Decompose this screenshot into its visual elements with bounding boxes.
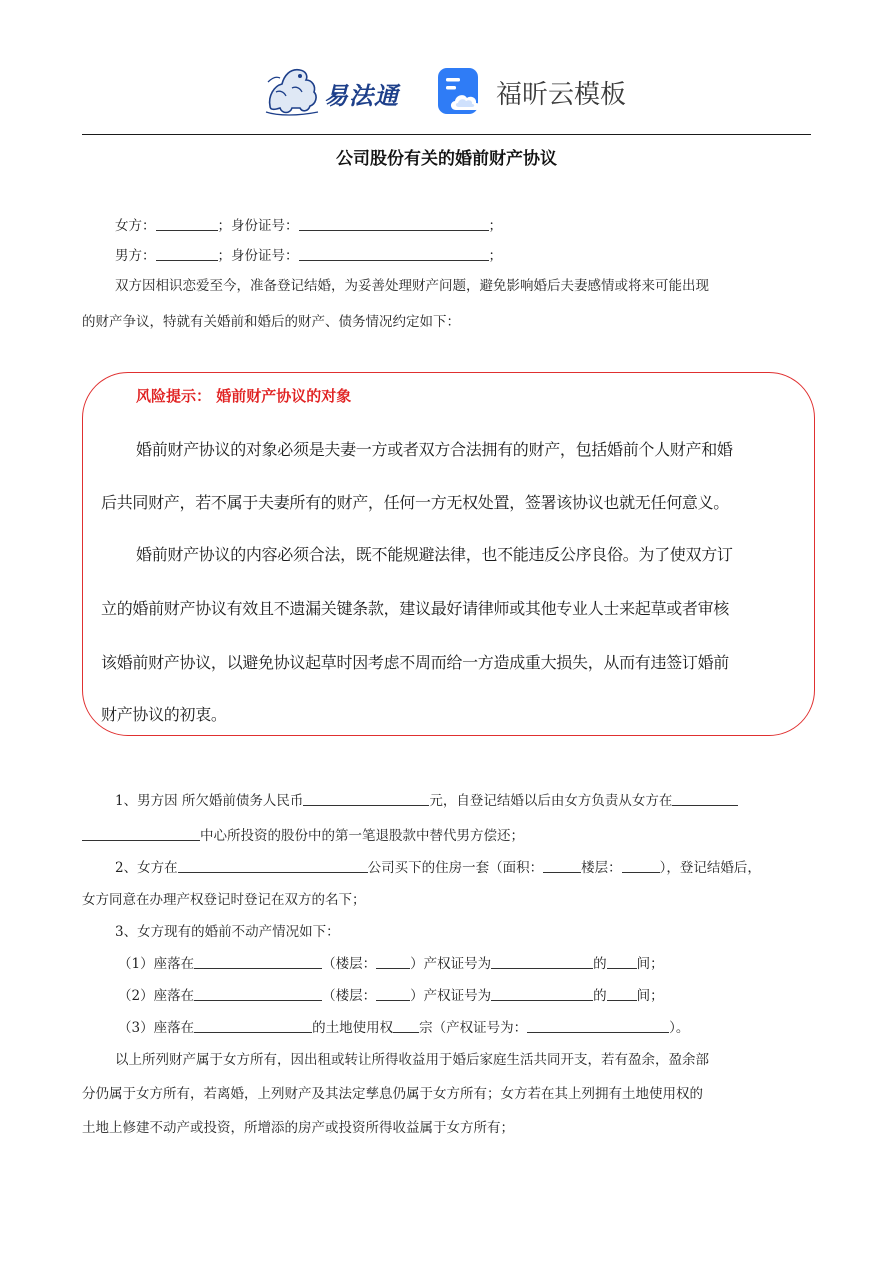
property-1-text-b: （楼层： [322, 956, 377, 972]
property-2-text-e: 间； [636, 988, 664, 1004]
female-party-line [82, 214, 502, 234]
area-blank[interactable] [543, 858, 581, 873]
property-1-text-d: 的 [593, 956, 607, 972]
property-2-floor-blank[interactable] [376, 986, 410, 1001]
risk-line: 该婚前财产协议，以避免协议起草时因考虑不周而给一方造成重大损失，从而有违签订婚前 [101, 653, 730, 672]
debt-amount-blank[interactable] [303, 791, 429, 806]
land-location-blank[interactable] [194, 1018, 312, 1033]
property-1-text-c: ）产权证号为 [410, 956, 492, 972]
male-id-label: ；身份证号： [217, 248, 299, 264]
property-2-line [82, 984, 664, 1004]
male-party-line [82, 244, 502, 264]
property-1-rooms-blank[interactable] [607, 954, 637, 969]
property-3-text-b: 的土地使用权 [312, 1020, 394, 1036]
property-3-text-c: 宗（产权证号为： [419, 1020, 528, 1036]
property-2-text-c: ）产权证号为 [410, 988, 492, 1004]
clause-1-text-b: 元，自登记结婚以后由女方负责从女方在 [429, 793, 673, 809]
investment-place-blank-a[interactable] [672, 791, 738, 806]
male-line-end: ； [488, 248, 502, 264]
clause-1-text-a: 1、男方因 所欠婚前债务人民币 [115, 793, 304, 809]
tail-line-2: 分仍属于女方所有，若离婚，上列财产及其法定孳息仍属于女方所有；女方若在其上列拥有土地使用权的 [82, 1086, 703, 1102]
clause-2-line-1 [82, 856, 761, 876]
intro-line-2: 的财产争议，特就有关婚前和婚后的财产、债务情况约定如下： [82, 314, 460, 330]
property-1-location-blank[interactable] [194, 954, 322, 969]
property-2-cert-blank[interactable] [491, 986, 593, 1001]
clause-1-line-1 [82, 789, 738, 809]
property-1-cert-blank[interactable] [491, 954, 593, 969]
company-name-blank[interactable] [178, 858, 368, 873]
property-2-text-a: （2）座落在 [118, 988, 195, 1004]
risk-line: 婚前财产协议的对象必须是夫妻一方或者双方合法拥有的财产，包括婚前个人财产和婚 [136, 440, 733, 459]
foxit-template-logo [436, 66, 636, 118]
document-title: 公司股份有关的婚前财产协议 [336, 149, 557, 169]
male-name-blank[interactable] [156, 246, 218, 261]
land-count-blank[interactable] [393, 1018, 419, 1033]
tail-line-1: 以上所列财产属于女方所有，因出租或转让所得收益用于婚后家庭生活共同开支，若有盈余，盈余部 [115, 1052, 709, 1068]
logo1-text: 易法通 [324, 81, 399, 110]
female-label: 女方： [115, 218, 156, 234]
clause-2-text-c: 楼层： [581, 860, 622, 876]
floor-blank[interactable] [622, 858, 660, 873]
male-id-blank[interactable] [299, 246, 489, 261]
page-header [0, 0, 893, 130]
yifatong-logo [262, 62, 422, 118]
intro-line-1: 双方因相识恋爱至今，准备登记结婚，为妥善处理财产问题，避免影响婚后夫妻感情或将来可能出现 [115, 278, 709, 294]
property-1-text-a: （1）座落在 [118, 956, 195, 972]
property-1-line [82, 952, 664, 972]
female-id-blank[interactable] [299, 216, 489, 231]
risk-notice-title: 风险提示： 婚前财产协议的对象 [136, 387, 352, 405]
risk-line: 婚前财产协议的内容必须合法，既不能规避法律，也不能违反公序良俗。为了使双方订 [136, 545, 733, 564]
property-1-floor-blank[interactable] [376, 954, 410, 969]
property-2-text-b: （楼层： [322, 988, 377, 1004]
document-cloud-icon [436, 66, 486, 116]
male-label: 男方： [115, 248, 156, 264]
clause-2-text-d: ），登记结婚后， [659, 860, 761, 876]
clause-2-text-b: 公司买下的住房一套（面积： [367, 860, 544, 876]
land-cert-blank[interactable] [527, 1018, 669, 1033]
female-line-end: ； [488, 218, 502, 234]
clause-1-text-c: 中心所投资的股份中的第一笔退股款中替代男方偿还； [200, 828, 524, 844]
clause-1-line-2 [82, 824, 524, 844]
property-3-line [82, 1016, 689, 1036]
property-2-text-d: 的 [593, 988, 607, 1004]
clause-3-line: 3、女方现有的婚前不动产情况如下： [115, 924, 340, 940]
logo2-text: 福昕云模板 [496, 80, 627, 110]
tail-line-3: 土地上修建不动产或投资，所增添的房产或投资所得收益属于女方所有； [82, 1120, 514, 1136]
property-2-location-blank[interactable] [194, 986, 322, 1001]
clause-2-line-2: 女方同意在办理产权登记时登记在双方的名下； [82, 892, 366, 908]
qilin-icon [262, 62, 322, 118]
property-1-text-e: 间； [636, 956, 664, 972]
property-2-rooms-blank[interactable] [607, 986, 637, 1001]
clause-2-text-a: 2、女方在 [115, 860, 178, 876]
investment-place-blank-b[interactable] [82, 826, 200, 841]
header-divider [82, 134, 811, 135]
risk-line: 立的婚前财产协议有效且不遗漏关键条款，建议最好请律师或其他专业人士来起草或者审核 [101, 599, 730, 618]
property-3-text-d: ）。 [669, 1020, 690, 1036]
risk-line: 后共同财产，若不属于夫妻所有的财产，任何一方无权处置，签署该协议也就无任何意义。 [101, 493, 730, 512]
property-3-text-a: （3）座落在 [118, 1020, 195, 1036]
risk-line: 财产协议的初衷。 [101, 705, 227, 724]
female-name-blank[interactable] [156, 216, 218, 231]
female-id-label: ；身份证号： [217, 218, 299, 234]
